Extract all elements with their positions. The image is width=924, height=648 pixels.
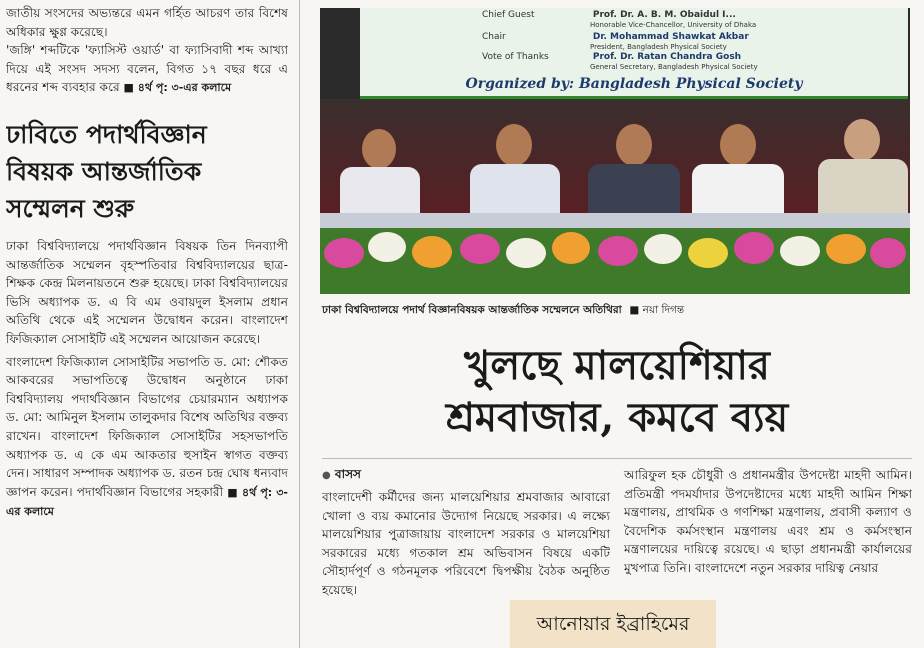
side-headline-line-2: বিষয়ক আন্তর্জাতিক (6, 156, 202, 186)
banner-title: President, Bangladesh Physical Society (590, 43, 727, 51)
main-headline (322, 340, 912, 444)
flower-arrangement (320, 228, 910, 294)
guest-figure (470, 124, 560, 219)
photo-credit: ■ নয়া দিগন্ত (629, 304, 685, 316)
banner-title: Honorable Vice-Chancellor, University of Dhaka (590, 21, 757, 29)
banner-name: Prof. Dr. A. B. M. Obaidul I... (592, 10, 736, 20)
bullet-icon: ● (322, 470, 331, 481)
event-photo (320, 8, 910, 294)
guest-figure (692, 124, 784, 219)
guest-figure (588, 124, 680, 219)
side-headline (6, 116, 288, 227)
side-paragraph-1: ঢাকা বিশ্ববিদ্যালয়ে পদার্থবিজ্ঞান বিষয়ক তিন দিনব্যাপী আন্তর্জাতিক সম্মেলন বৃহস্পতিবার বিশ্ববিদ্যালয়ের ছাত্র-শিক্ষক কেন্দ্র মিলনায়তনে শুরু হয়েছে। ঢাকা বিশ্ববিদ্যালয়ের ভিসি অধ্যাপক ড. এ বি এম ওবায়দুল ইসলাম প্রধান অতিথি থেকে এই সম্মেলন উদ্বোধন করেন। বাংলাদেশ ফিজিক্যাল সোসাইটি এই সম্মেলন আয়োজন করেছে। (6, 238, 288, 346)
banner-organized-by: Organized by: Bangladesh Physical Society (465, 76, 803, 92)
main-headline-line-2: শ্রমবাজার, কমবে ব্যয় (445, 394, 789, 441)
main-story-text-a: বাংলাদেশী কর্মীদের জন্য মালয়েশিয়ার শ্রমবাজার আবারো খোলা ও ব্যয় কমানোর উদ্যোগ নিয়েছে সরকার। এ লক্ষ্যে মালয়েশিয়ার পুত্রাজায়ায় বাংলাদেশ সরকার ও মালয়েশিয়া সরকারের মধ্যে গতকাল শ্রম অভিবাসন বিষয়ে একটি সৌহার্দপূর্ণ ও গঠনমূলক পরিবেশে দ্বিপক্ষীয় বৈঠক অনুষ্ঠিত হয়েছে। (322, 490, 610, 597)
banner-row-chair (482, 32, 749, 52)
column-divider (299, 0, 300, 648)
banner-role: Vote of Thanks (482, 52, 549, 62)
byline-text: বাসস (334, 467, 361, 481)
banner-row-vote-of-thanks (482, 52, 758, 72)
banner-name: Dr. Mohammad Shawkat Akbar (592, 32, 749, 42)
photo-caption-text: ঢাকা বিশ্ববিদ্যালয়ে পদার্থ বিজ্ঞানবিষয়ক আন্তর্জাতিক সম্মেলনে অতিথিরা (322, 304, 622, 316)
main-story-column-a (322, 466, 610, 600)
side-headline-line-3: সম্মেলন শুরু (6, 193, 135, 223)
guest-figure (818, 119, 908, 219)
guest-figure (340, 129, 420, 219)
continuation-note: ■ ৪র্থ পৃ: ৩-এর কলামে (123, 81, 232, 95)
main-headline-line-1: খুলছে মালয়েশিয়ার (464, 342, 770, 389)
top-paragraph-2-text: 'জঙ্গি' শব্দটিকে 'ফ্যাসিস্ট ওয়ার্ড' বা ফ্যাসিবাদী শব্দ আখ্যা দিয়ে এই সংসদ সদস্য বলেন, বিগত ১৭ বছর ধরে এ ধরনের শব্দ ব্যবহার করে (6, 43, 288, 95)
banner-title: General Secretary, Bangladesh Physical Society (590, 63, 758, 71)
left-column (6, 0, 288, 648)
headline-rule (322, 458, 912, 459)
top-paragraph-2 (6, 41, 288, 98)
banner-row-chief-guest (482, 10, 756, 30)
byline (322, 466, 610, 486)
side-headline-line-1: ঢাবিতে পদার্থবিজ্ঞান (6, 119, 207, 149)
banner-name: Prof. Dr. Ratan Chandra Gosh (592, 52, 742, 62)
inset-box-headline: আনোয়ার ইব্রাহিমের (510, 600, 716, 648)
side-paragraph-2 (6, 353, 288, 522)
main-story-column-b (624, 466, 912, 578)
side-paragraph-2-text: বাংলাদেশ ফিজিক্যাল সোসাইটির সভাপতি ড. মো: শৌকত আকবরের সভাপতিত্বে উদ্বোধন অনুষ্ঠানে ঢাকা বিশ্ববিদ্যালয় পদার্থবিজ্ঞান বিভাগের চেয়ারম্যান অধ্যাপক ড. মো: আমিনুল ইসলাম তালুকদার বিশেষ অতিথির বক্তব্য রাখেন। বাংলাদেশ ফিজিক্যাল সোসাইটির সহসভাপতি অধ্যাপক ড. এ কে এম আকতার হুসাইন স্বাগত বক্তব্য দেন। সাধারণ সম্পাদক অধ্যাপক ড. রতন চন্দ্র ঘোষ ধন্যবাদ জ্ঞাপন করেন। পদার্থবিজ্ঞান বিভাগের সহকারী (6, 354, 288, 499)
stage-backdrop (320, 99, 910, 219)
event-banner (360, 8, 908, 99)
banner-role: Chief Guest (482, 10, 535, 20)
top-paragraph-1: জাতীয় সংসদের অভ্যন্তরে এমন গর্হিত আচরণ তার বিশেষ অধিকার ক্ষুণ্ণ করেছে। (6, 6, 288, 39)
main-story-text-b: আরিফুল হক চৌধুরী ও প্রধানমন্ত্রীর উপদেষ্টা মাহদী আমিন। প্রতিমন্ত্রী পদমর্যাদার উপদেষ্টাদের মধ্যে মাহদী আমিন শিক্ষা মন্ত্রণালয়, প্রাথমিক ও গণশিক্ষা মন্ত্রণালয়, প্রবাসী কল্যাণ ও বৈদেশিক কর্মসংস্থান মন্ত্রণালয় এবং শ্রম ও কর্মসংস্থান মন্ত্রণালয়ের দায়িত্বে রয়েছে। এ ছাড়া প্রধানমন্ত্রী কার্যালয়ের মুখপাত্র তিনি। বাংলাদেশে নতুন সরকার দায়িত্ব নেয়ার (624, 468, 912, 575)
banner-role: Chair (482, 32, 506, 42)
photo-caption (322, 303, 912, 320)
continuation-note: ■ ৪র্থ পৃ: ৩-এর কলামে (6, 485, 288, 519)
